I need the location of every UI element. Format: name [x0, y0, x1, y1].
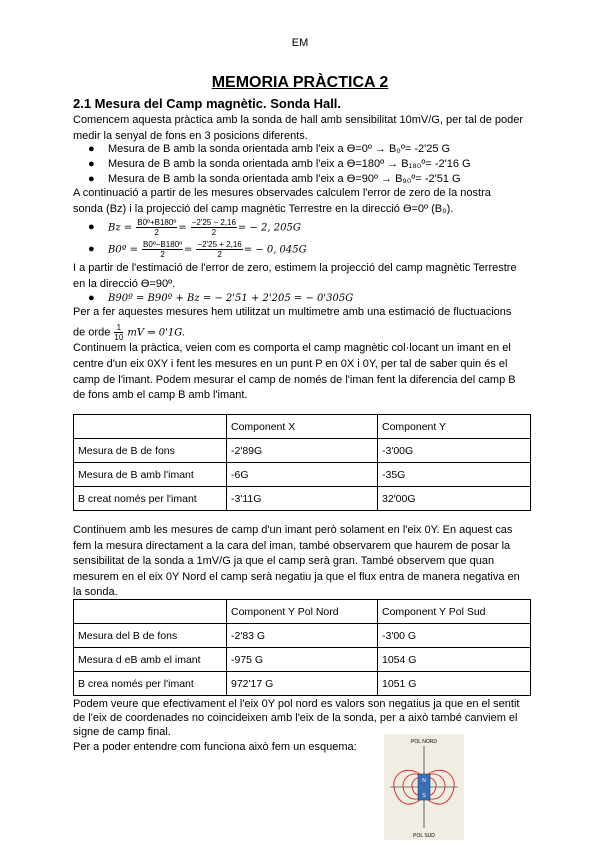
list-item: ● Mesura de B amb la sonda orientada amb l'eix a Ɵ=90º → B₉₀º= -2'51 G [88, 173, 461, 185]
table-row: B crea només per l'imant 972'17 G 1051 G [74, 672, 531, 696]
table-row: Mesura del B de fons -2'83 G -3'00 G [74, 624, 531, 648]
table-header-row: Component Y Pol Nord Component Y Pol Sud [74, 600, 531, 624]
magnet-s-label: S [422, 793, 426, 799]
magnet-n-label: N [422, 778, 426, 784]
table-row: Mesura d eB amb el imant -975 G 1054 G [74, 648, 531, 672]
pole-south-label: POL SUD [413, 833, 435, 839]
list-item: ● Mesura de B amb la sonda orientada amb l'eix a Ɵ=180º → B₁₈₀º= -2'16 G [88, 158, 471, 170]
table-magnet-poles [73, 599, 531, 696]
paragraph-intro: Comencem aquesta pràctica amb la sonda de hall amb sensibilitat 10mV/G, per tal de poder medir la senyal de fons en 3 posicions diferents. [73, 114, 524, 142]
magnet-field-diagram [384, 734, 464, 840]
bullet-list-measures [88, 142, 538, 187]
pole-north-label: POL NORD [411, 739, 437, 745]
table-magnet-xy [73, 414, 531, 511]
paragraph-multimeter: Per a fer aquestes mesures hem utilitzat un multimetre amb una estimació de fluctuacions de orde $\frac{1}{10}$ mV ⇒ 0'1G. [73, 306, 512, 342]
paragraph-axis-y: Continuem amb les mesures de camp d'un imant però solament en l'eix 0Y. En aquest cas fem la mesura directament a la cara del iman, també observarem que haurem de posar la sensibilitat de la sonda a 1mV/G ja que el camp serà gran. També observem que quan mesurem en el eix 0Y Nord el camp serà negatiu ja que el flux entra de manera negativa en la sonda. [73, 524, 520, 598]
equation-bz: ● Bz = $\frac{\text{B0º+B180º}}{2}$ = $\frac{-2'25 - 2,16}{2}$ = − 2, 205G [88, 218, 301, 237]
table-header-row: Component X Component Y [74, 415, 531, 439]
paragraph-conclusion: Podem veure que efectivament el l'eix 0Y pol nord es valors son negatius ja que en el sentit de l'eix de coordenades no coincideixen amb l'eix de la sonda, per a això també canviem el signe de camp final. [73, 698, 520, 738]
paragraph-zero-error: A continuació a partir de les mesures observades calculem l'error de zero de la nostra sonda (Bz) i la projecció del camp magnètic Terrestre en la direcció Ɵ=0º (B₀). [73, 187, 491, 215]
page-title: MEMORIA PRÀCTICA 2 [211, 74, 389, 91]
equation-b0: ● B0º = $\frac{\text{B0º−B180º}}{2}$ = $\frac{-2'25 + 2,16}{2}$ = − 0, 045G [88, 240, 307, 259]
table-row: Mesura de B amb l'imant -6G -35G [74, 463, 531, 487]
paragraph-magnet: Continuem la pràctica, veien com es comporta el camp magnètic col·locant un imant en el centre d'un eix 0XY i fent les mesures en un punt P en 0X i 0Y, per tal de saber quin és el camp de l'imant. Podem mesurar el camp de només de l'iman fent la diferencia del camp B de fons amb el camp B amb l'imant. [73, 342, 516, 402]
paragraph-projection: I a partir de l'estimació de l'error de zero, estimem la projecció del camp magnètic Terrestre en la direcció Ɵ=90º. [73, 262, 517, 290]
page-header: EM [291, 37, 309, 49]
section-heading: 2.1 Mesura del Camp magnètic. Sonda Hall. [73, 96, 342, 111]
equation-b90: ● B90º = B90º + Bz = − 2'51 + 2'205 = − 0'305G [88, 292, 354, 304]
list-item: ● Mesura de B amb la sonda orientada amb l'eix a Ɵ=0º → B₀º= -2'25 G [88, 143, 451, 155]
table-row: B creat només per l'imant -3'11G 32'00G [74, 487, 531, 511]
paragraph-schema-intro: Per a poder entendre com funciona això fem un esquema: [73, 741, 357, 753]
table-row: Mesura de B de fons -2'89G -3'00G [74, 439, 531, 463]
